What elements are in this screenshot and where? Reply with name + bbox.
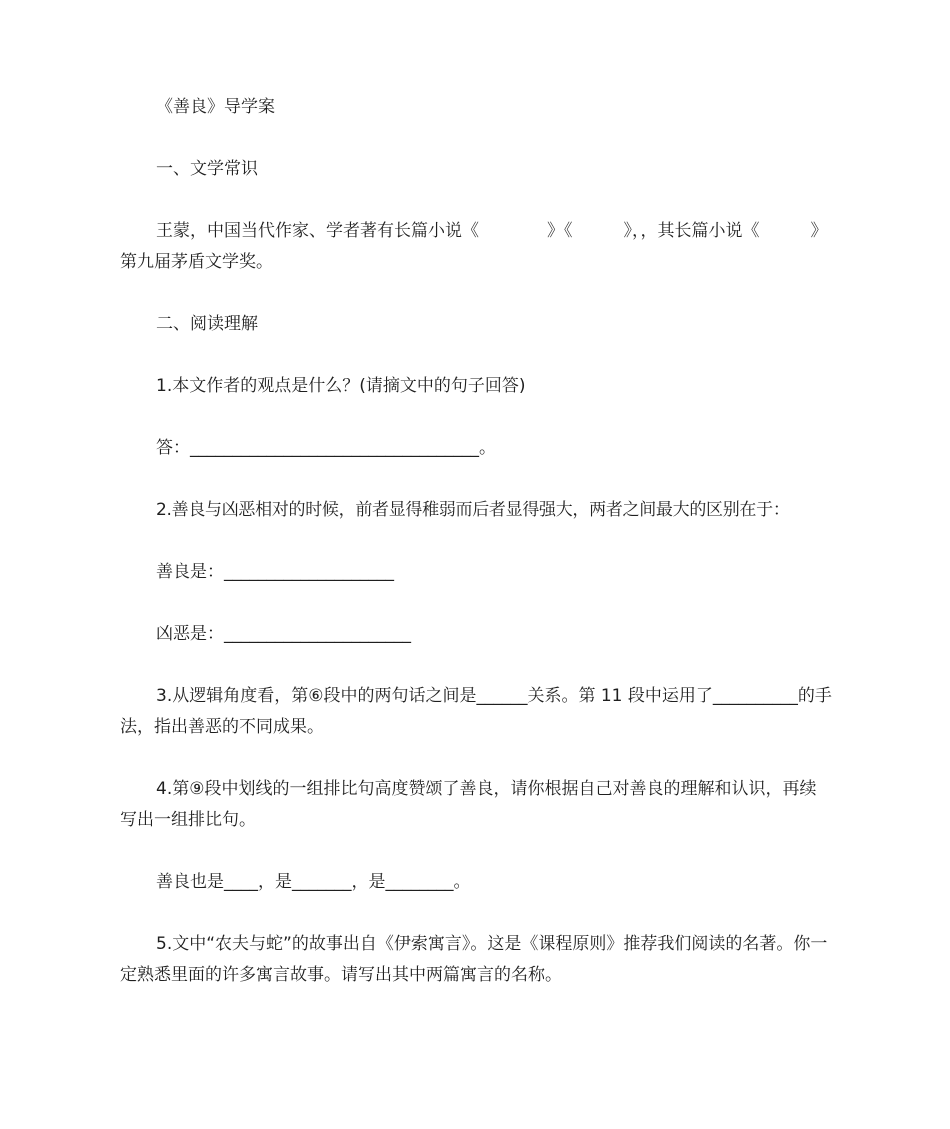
section-heading-reading-comprehension: 二、阅读理解: [156, 314, 258, 334]
literary-knowledge-paragraph: 王蒙，中国当代作家、学者著有长篇小说《 》《 》，，其长篇小说《 》第九届茅盾文学奖。: [120, 221, 828, 272]
answer-4-blank: 善良也是____，是_______，是________。: [156, 872, 471, 892]
document-body: [120, 92, 832, 1022]
answer-2-evil-blank: 凶恶是：______________________: [156, 624, 411, 644]
question-4: 4.第⑨段中划线的一组排比句高度赞颂了善良，请你根据自己对善良的理解和认识，再续写出一组排比句。: [120, 779, 817, 830]
question-5: 5.文中“农夫与蛇”的故事出自《伊索寓言》。这是《课程原则》推荐我们阅读的名著。你一定熟悉里面的许多寓言故事。请写出其中两篇寓言的名称。: [120, 934, 828, 985]
question-3: 3.从逻辑角度看，第⑥段中的两句话之间是______关系。第 11 段中运用了__________的手法，指出善恶的不同成果。: [120, 686, 832, 737]
question-2: 2.善良与凶恶相对的时候，前者显得稚弱而后者显得强大，两者之间最大的区别在于：: [156, 500, 790, 520]
question-1: 1.本文作者的观点是什么？(请摘文中的句子回答): [156, 376, 526, 396]
answer-1-blank: 答：__________________________________。: [156, 438, 496, 458]
document-title: 《善良》导学案: [156, 97, 275, 117]
section-heading-literary-knowledge: 一、文学常识: [156, 159, 258, 179]
answer-2-kindness-blank: 善良是：____________________: [156, 562, 394, 582]
